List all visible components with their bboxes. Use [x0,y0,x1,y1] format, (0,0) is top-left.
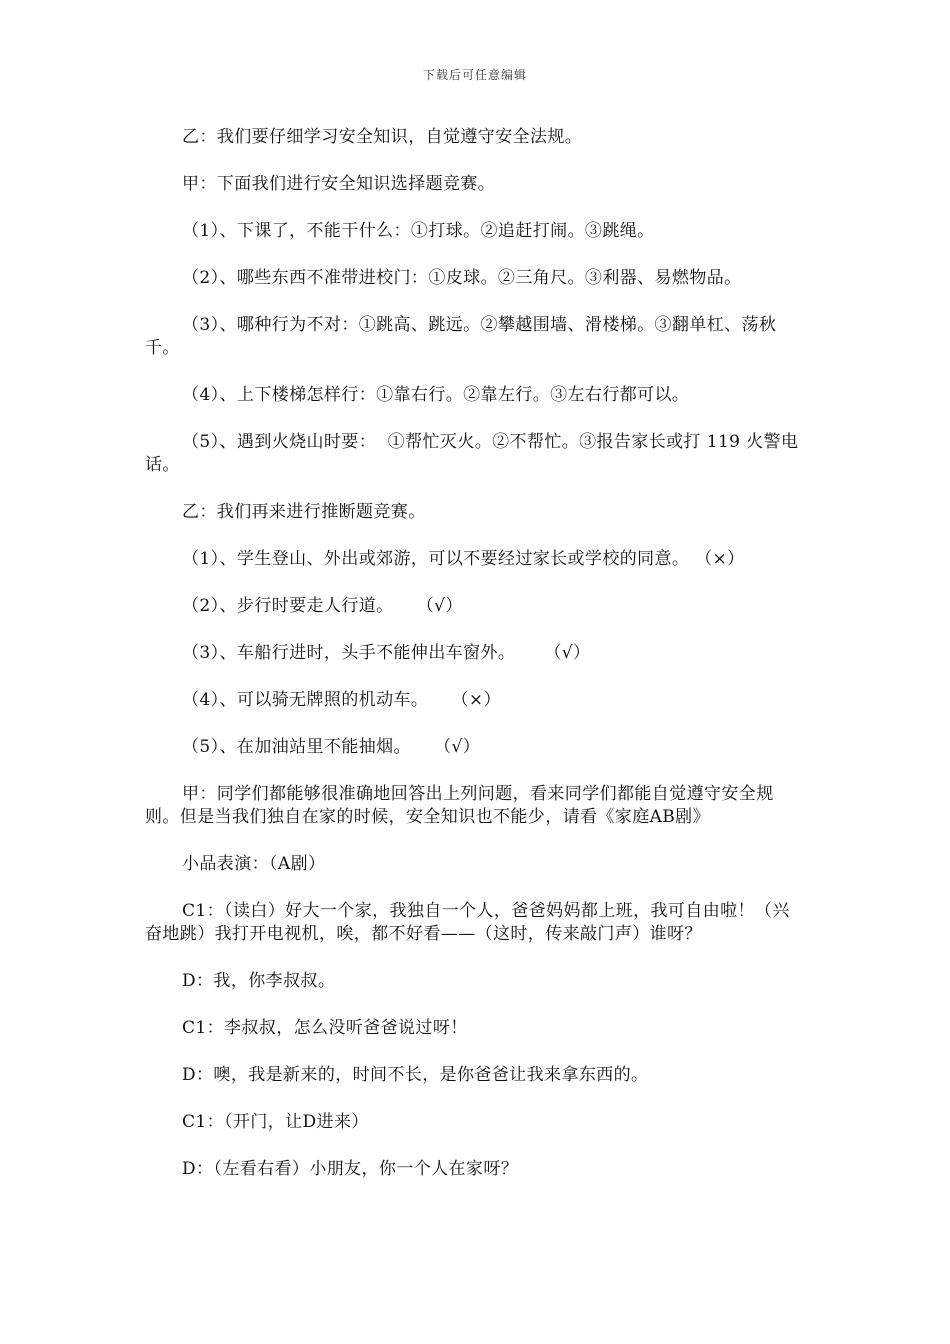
paragraph: （3）、哪种行为不对：①跳高、跳远。②攀越围墙、滑楼梯。③翻单杠、荡秋千。 [145,315,777,358]
paragraph: C1：（开门，让D进来） [182,1112,369,1132]
paragraph: D：我，你李叔叔。 [182,971,336,991]
paragraph: 甲：下面我们进行安全知识选择题竞赛。 [182,174,496,194]
paragraph: （4）、上下楼梯怎样行：①靠右行。②靠左行。③左右行都可以。 [182,385,690,405]
paragraph: （4）、可以骑无牌照的机动车。 （×） [182,690,501,710]
paragraph: 乙：我们要仔细学习安全知识，自觉遵守安全法规。 [182,127,583,147]
paragraph: （5）、遇到火烧山时要： ①帮忙灭火。②不帮忙。③报告家长或打 119 火警电话。 [145,432,799,475]
paragraph: （3）、车船行进时，头手不能伸出车窗外。 （√） [182,643,591,663]
paragraph: 甲：同学们都能够很准确地回答出上列问题，看来同学们都能自觉遵守安全规则。但是当我们独自在家的时候，安全知识也不能少，请看《家庭AB剧》 [145,784,774,827]
paragraph: C1：（读白）好大一个家，我独自一个人，爸爸妈妈都上班，我可自由啦！（兴奋地跳）我打开电视机，唉，都不好看——（这时，传来敲门声）谁呀？ [145,901,790,944]
paragraph: （1）、下课了，不能干什么：①打球。②追赶打闹。③跳绳。 [182,221,655,241]
paragraph: （2）、步行时要走人行道。 （√） [182,596,463,616]
paragraph: C1：李叔叔，怎么没听爸爸说过呀！ [182,1018,468,1038]
paragraph: D：噢，我是新来的，时间不长，是你爸爸让我来拿东西的。 [182,1065,649,1085]
document-body [145,126,807,1205]
paragraph: （1）、学生登山、外出或郊游，可以不要经过家长或学校的同意。 （×） [182,549,745,569]
page-header: 下载后可任意编辑 [422,68,527,82]
paragraph: 乙：我们再来进行推断题竞赛。 [182,502,426,522]
paragraph: （2）、哪些东西不准带进校门：①皮球。②三角尺。③利器、易燃物品。 [182,268,742,288]
paragraph: D：（左看右看）小朋友，你一个人在家呀？ [182,1159,519,1179]
paragraph: 小品表演：（A剧） [182,854,326,874]
paragraph: （5）、在加油站里不能抽烟。 （√） [182,737,481,757]
